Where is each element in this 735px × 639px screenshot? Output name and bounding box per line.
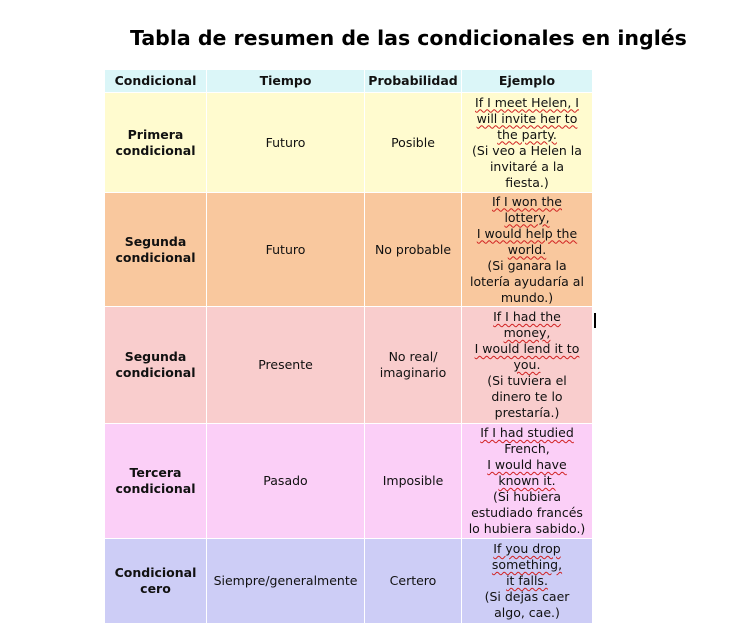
ejemplo-line: it falls. <box>506 573 548 588</box>
table-row <box>105 93 593 193</box>
ejemplo-line: lottery, <box>504 209 550 225</box>
ejemplo-line: world. <box>507 241 547 257</box>
cell-tiempo: Presente <box>207 307 365 424</box>
conditionals-table <box>104 69 593 624</box>
header-probabilidad: Probabilidad <box>365 70 462 93</box>
prob-line: No probable <box>374 241 452 257</box>
table-row <box>105 193 593 307</box>
cell-probabilidad <box>365 424 462 539</box>
ejemplo-line: algo, cae.) <box>494 605 560 620</box>
cond-line: cero <box>140 581 171 596</box>
cell-ejemplo <box>462 193 593 307</box>
prob-line: Posible <box>391 134 435 150</box>
cell-probabilidad <box>365 193 462 307</box>
cell-ejemplo <box>462 93 593 193</box>
ejemplo-line: If I meet Helen, I <box>475 94 579 110</box>
ejemplo-line: I would have <box>487 457 567 472</box>
ejemplo-line: If I had studied <box>480 425 574 440</box>
cell-ejemplo <box>462 424 593 539</box>
cond-line: condicional <box>115 365 196 380</box>
cell-condicional <box>105 93 207 193</box>
cond-line: Condicional <box>114 565 197 580</box>
cell-condicional <box>105 307 207 424</box>
ejemplo-line: (Si veo a Helen la <box>472 142 582 158</box>
ejemplo-line: fiesta.) <box>505 174 549 190</box>
ejemplo-line: the party. <box>497 126 557 142</box>
ejemplo-line: French, <box>504 441 550 456</box>
ejemplo-line: lotería ayudaría al <box>470 273 584 289</box>
cond-line: Primera <box>127 126 184 142</box>
prob-line: Certero <box>389 573 437 588</box>
header-ejemplo: Ejemplo <box>462 70 593 93</box>
page-title: Tabla de resumen de las condicionales en inglés <box>130 26 687 50</box>
cond-line: Tercera <box>129 465 182 480</box>
text-cursor <box>594 313 596 328</box>
ejemplo-line: prestaría.) <box>494 405 560 420</box>
cell-tiempo: Futuro <box>207 93 365 193</box>
ejemplo-line: estudiado francés <box>471 505 583 520</box>
header-row <box>105 70 593 93</box>
header-tiempo: Tiempo <box>207 70 365 93</box>
table-row <box>105 539 593 624</box>
cond-line: condicional <box>115 142 196 158</box>
cell-tiempo: Futuro <box>207 193 365 307</box>
cond-line: condicional <box>115 481 196 496</box>
prob-line: imaginario <box>379 365 447 380</box>
ejemplo-line: (Si dejas caer <box>484 589 570 604</box>
cell-condicional <box>105 193 207 307</box>
ejemplo-line: you. <box>513 357 541 372</box>
ejemplo-line: If I won the <box>491 193 562 209</box>
ejemplo-line: (Si hubiera <box>493 489 561 504</box>
cell-probabilidad <box>365 93 462 193</box>
ejemplo-line: will invite her to <box>476 110 578 126</box>
cond-line: Segunda <box>124 233 187 249</box>
ejemplo-line: money, <box>503 325 551 340</box>
ejemplo-line: known it. <box>498 473 556 488</box>
ejemplo-line: mundo.) <box>500 289 554 305</box>
cond-line: Segunda <box>124 349 187 364</box>
ejemplo-line: I would help the <box>476 225 578 241</box>
ejemplo-line: (Si ganara la <box>487 257 567 273</box>
ejemplo-line: I would lend it to <box>474 341 580 356</box>
table-row <box>105 307 593 424</box>
prob-line: No real/ <box>388 349 438 364</box>
cell-tiempo: Pasado <box>207 424 365 539</box>
cell-probabilidad <box>365 539 462 624</box>
ejemplo-line: If I had the <box>493 309 561 324</box>
header-condicional: Condicional <box>105 70 207 93</box>
ejemplo-line: something, <box>491 557 563 572</box>
cond-line: condicional <box>115 249 196 265</box>
cell-ejemplo <box>462 539 593 624</box>
ejemplo-line: invitaré a la <box>489 158 565 174</box>
ejemplo-line: (Si tuviera el <box>487 373 567 388</box>
ejemplo-line: dinero te lo <box>491 389 563 404</box>
table-row <box>105 424 593 539</box>
ejemplo-line: lo hubiera sabido.) <box>468 521 586 536</box>
cell-probabilidad <box>365 307 462 424</box>
ejemplo-line: If you drop <box>493 541 561 556</box>
cell-ejemplo <box>462 307 593 424</box>
cell-condicional <box>105 539 207 624</box>
cell-tiempo: Siempre/generalmente <box>207 539 365 624</box>
prob-line: Imposible <box>382 473 444 488</box>
cell-condicional <box>105 424 207 539</box>
